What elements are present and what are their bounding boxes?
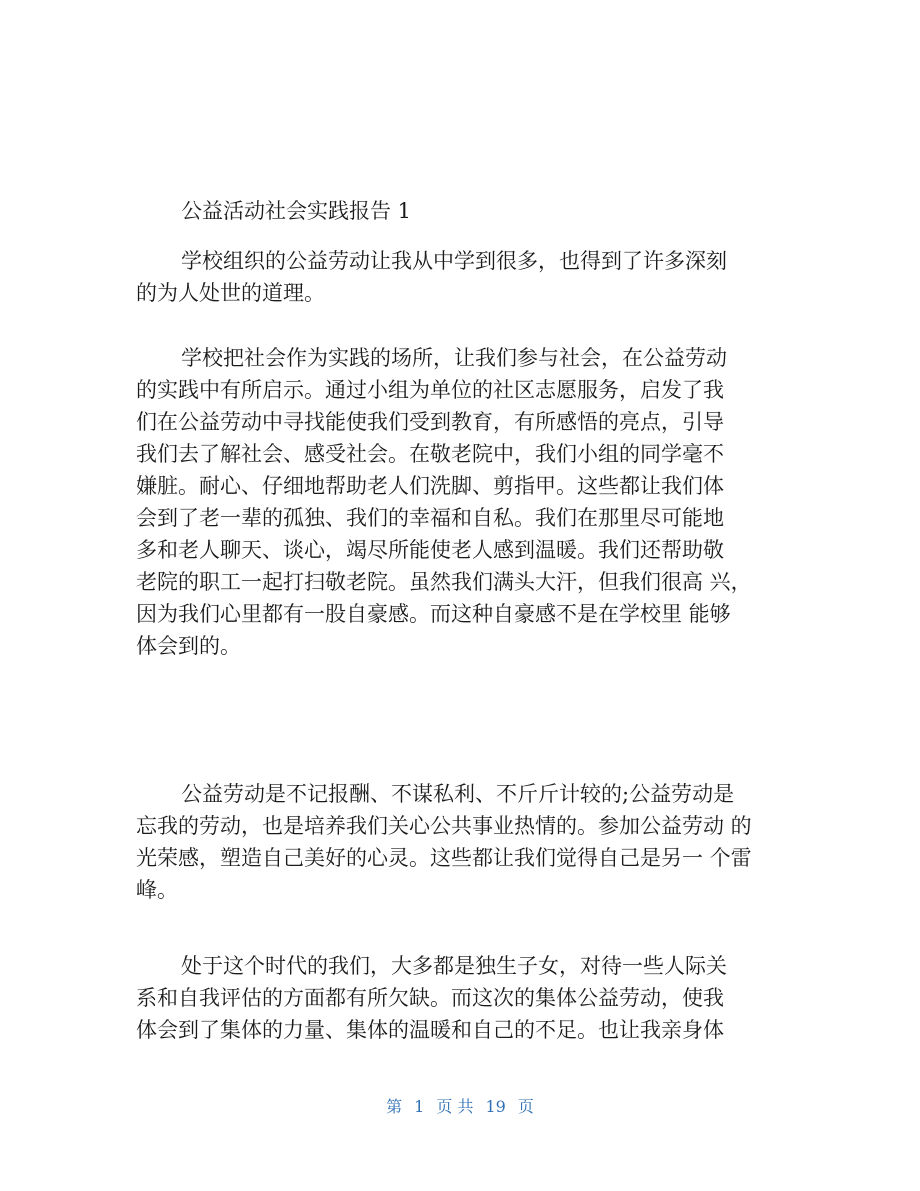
paragraph-line: 会到了老一辈的孤独、我们的幸福和自私。我们在那里尽可能地 [136, 506, 724, 530]
page-suffix: 页 [517, 1097, 534, 1116]
paragraph-line: 忘我的劳动，也是培养我们关心公共事业热情的。参加公益劳动 的 [136, 814, 752, 838]
paragraph-line: 老院的职工一起打扫敬老院。虽然我们满头大汗，但我们很高 兴， [136, 570, 752, 594]
paragraph-2 [136, 342, 796, 662]
total-pages: 19 [485, 1097, 506, 1116]
paragraph-line: 峰。 [136, 878, 178, 902]
paragraph-line: 嫌脏。耐心、仔细地帮助老人们洗脚、剪指甲。这些都让我们体 [136, 474, 724, 498]
paragraph-line: 处于这个时代的我们，大多都是独生子女，对待一些人际关 [181, 954, 727, 978]
paragraph-line: 公益劳动是不记报酬、不谋私利、不斤斤计较的;公益劳动是 [181, 782, 735, 806]
paragraph-line: 因为我们心里都有一股自豪感。而这种自豪感不是在学校里 能够 [136, 602, 731, 626]
paragraph-line: 系和自我评估的方面都有所欠缺。而这次的集体公益劳动，使我 [136, 986, 724, 1010]
paragraph-line: 学校组织的公益劳动让我从中学到很多，也得到了许多深刻 [181, 249, 727, 273]
paragraph-line: 的实践中有所启示。通过小组为单位的社区志愿服务，启发了我 [136, 378, 724, 402]
paragraph-line: 我们去了解社会、感受社会。在敬老院中，我们小组的同学毫不 [136, 442, 724, 466]
paragraph-line: 的为人处世的道理。 [136, 281, 325, 305]
paragraph-4 [136, 950, 796, 1046]
paragraph-3 [136, 778, 796, 906]
page-footer [0, 1095, 920, 1119]
paragraph-line: 光荣感，塑造自己美好的心灵。这些都让我们觉得自己是另一 个雷 [136, 846, 752, 870]
page-number: 1 [414, 1097, 425, 1116]
paragraph-1 [136, 245, 796, 309]
paragraph-line: 多和老人聊天、谈心，竭尽所能使老人感到温暖。我们还帮助敬 [136, 538, 724, 562]
paragraph-line: 学校把社会作为实践的场所，让我们参与社会，在公益劳动 [181, 346, 727, 370]
paragraph-line: 们在公益劳动中寻找能使我们受到教育，有所感悟的亮点，引导 [136, 410, 724, 434]
page-prefix: 第 [386, 1097, 403, 1116]
paragraph-line: 体会到了集体的力量、集体的温暖和自己的不足。也让我亲身体 [136, 1018, 724, 1042]
paragraph-line: 体会到的。 [136, 634, 241, 658]
page-middle: 页 共 [436, 1097, 474, 1116]
document-title: 公益活动社会实践报告 1 [181, 199, 412, 223]
